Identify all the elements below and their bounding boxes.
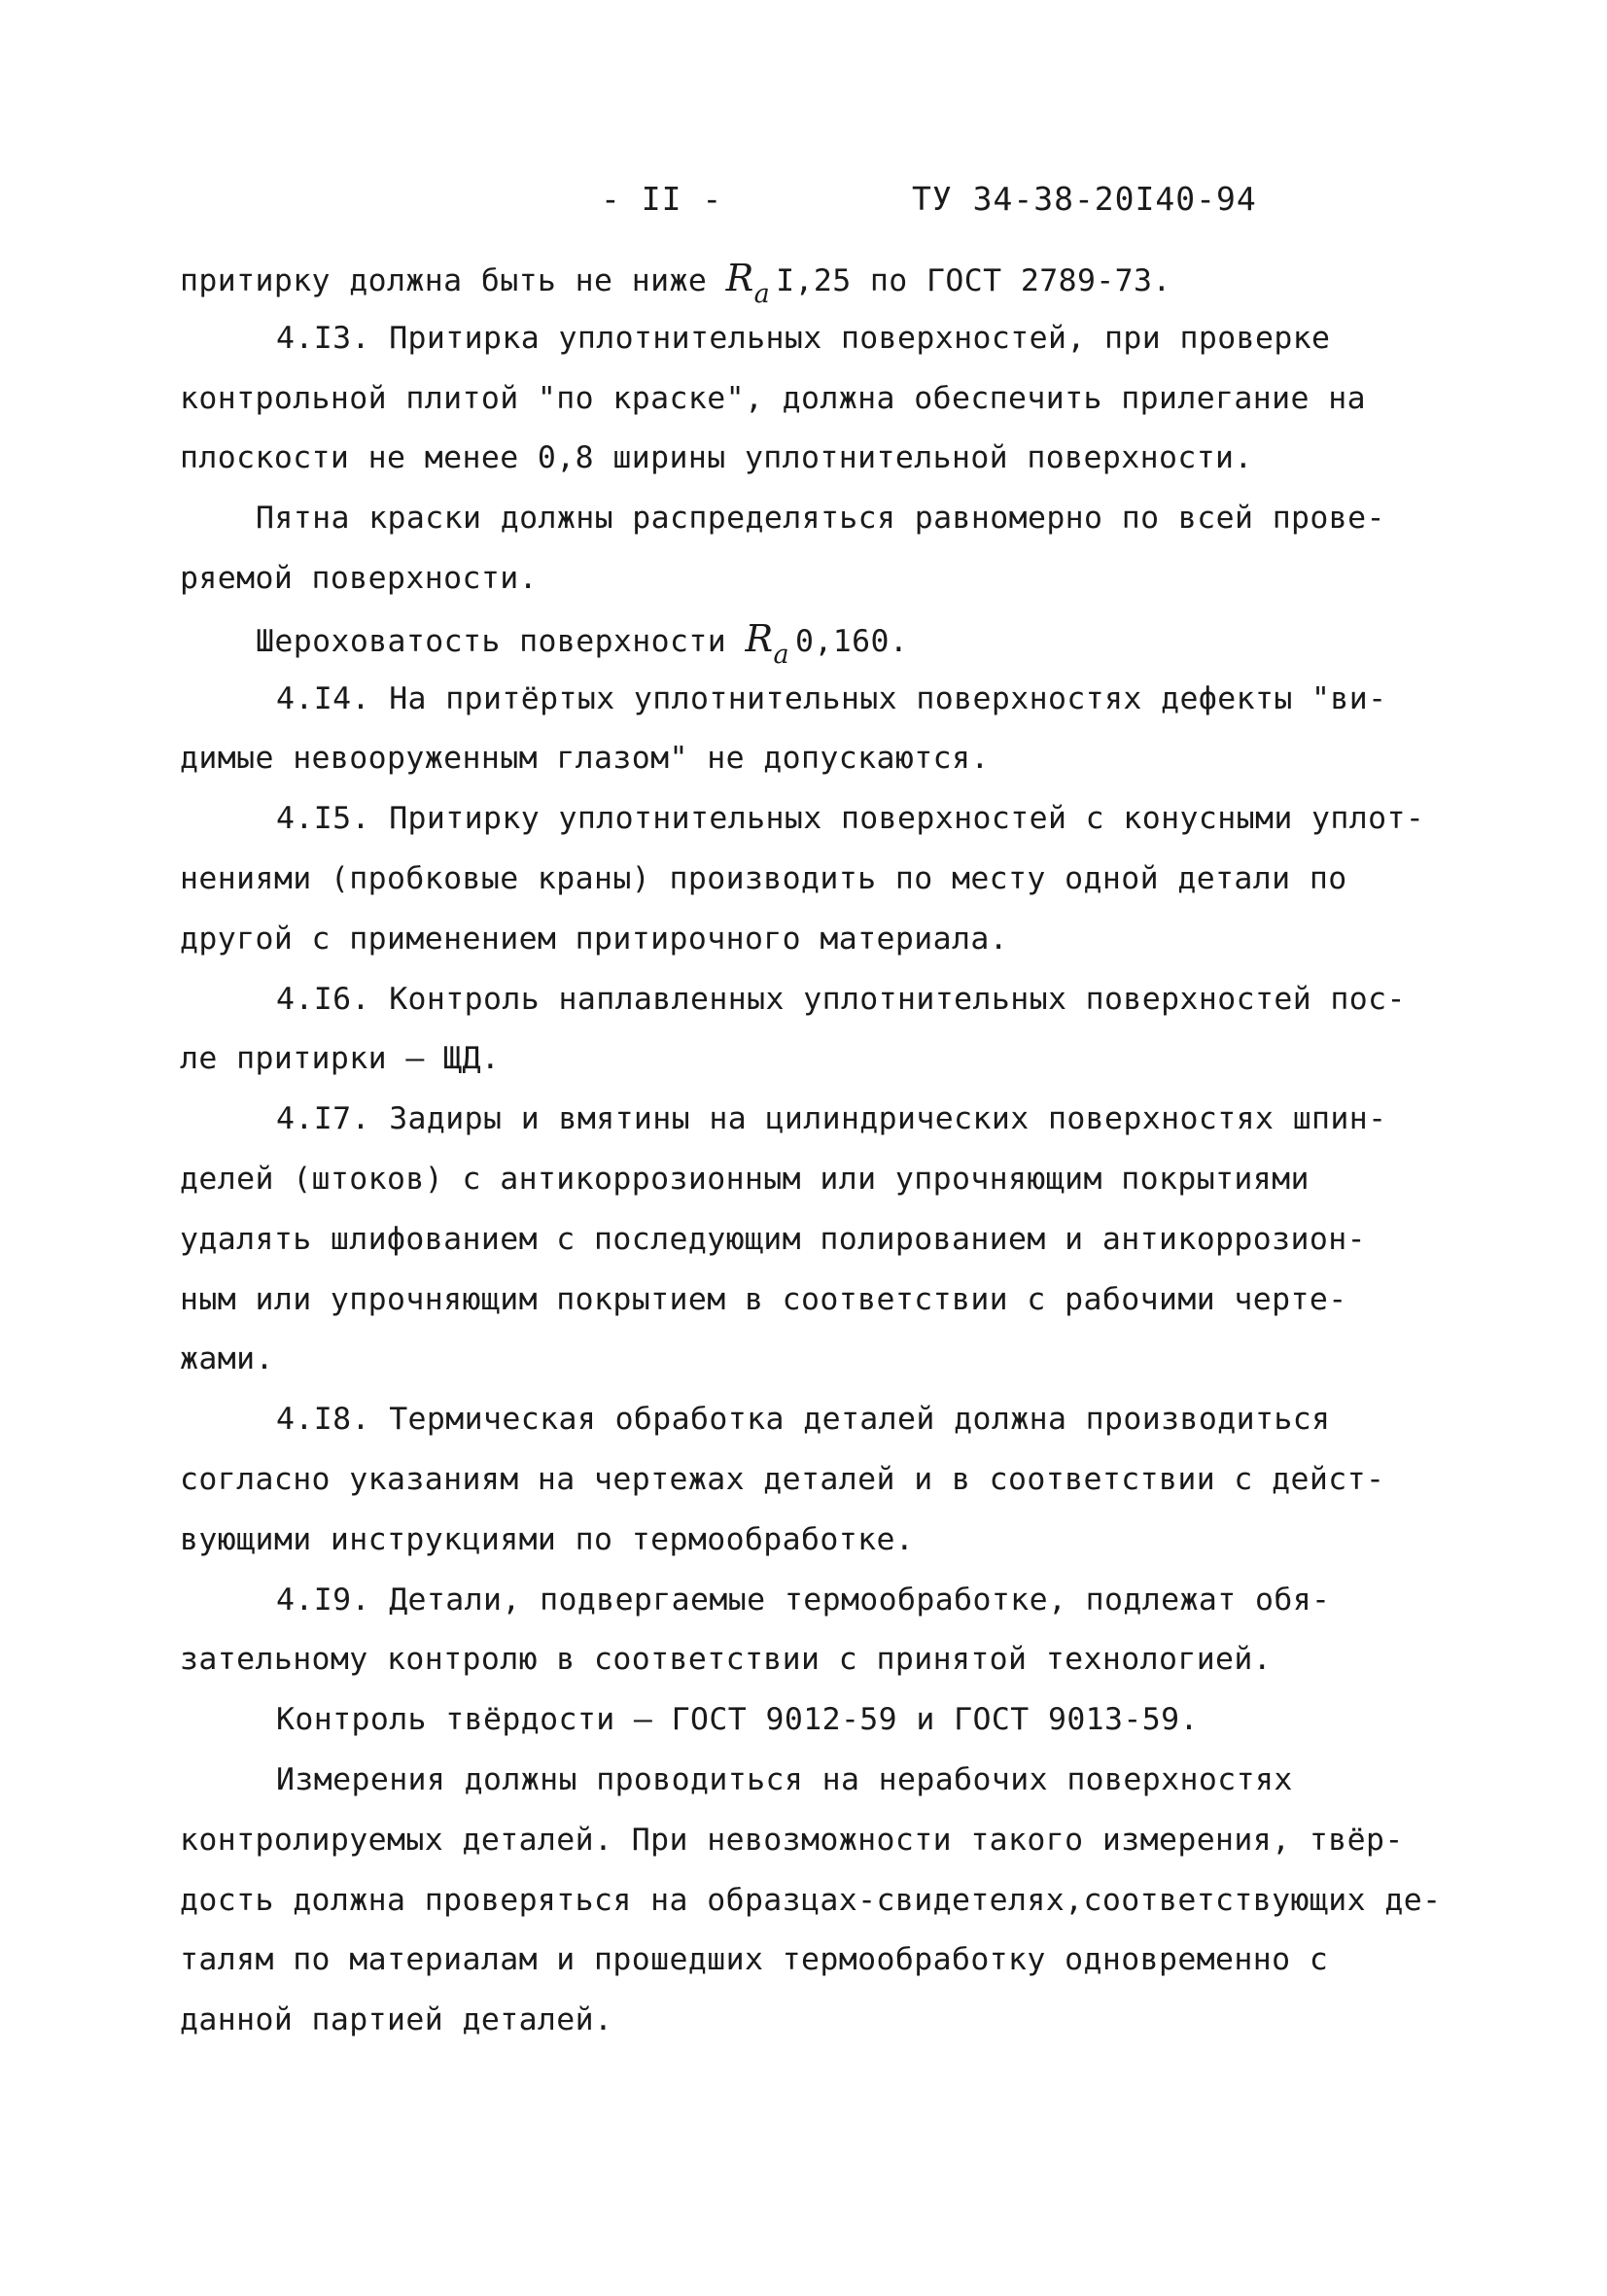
text-segment: притирку должна быть не ниже [180,263,708,298]
paragraph-4-16-line: 4.I6. Контроль наплавленных уплотнительных поверхностей пос- [276,981,1406,1017]
paragraph-4-14-line: 4.I4. На притёртых уплотнительных поверхностях дефекты "ви- [276,680,1387,716]
paragraph-measure-line: Измерения должны проводиться на нерабочих поверхностях [276,1761,1293,1797]
paragraph-4-18-line: согласно указаниям на чертежах деталей и в соответствии с дейст- [180,1461,1385,1497]
text-segment: I,25 по ГОСТ 2789-73. [776,263,1171,298]
document-code: ТУ 34-38-20I40-94 [912,180,1257,218]
paragraph-measure-line: дость должна проверяться на образцах-свидетелях,соответствующих де- [180,1882,1442,1918]
roughness-subscript: a [753,279,771,309]
paragraph-4-17-line: 4.I7. Задиры и вмятины на цилиндрических поверхностях шпин- [276,1101,1387,1137]
paragraph-4-18-line: вующими инструкциями по термообработке. [180,1521,915,1557]
paragraph-4-17-line: удалять шлифованием с последующим полированием и антикоррозион- [180,1221,1366,1257]
roughness-symbol: R [725,257,754,299]
paragraph-4-15-line: другой с применением притирочного материала. [180,921,1009,957]
paragraph-4-16-line: ле притирки – ЩД. [180,1041,501,1077]
paragraph-measure-line: данной партией деталей. [180,2002,613,2038]
paragraph-4-19-line: зательному контролю в соответствии с принятой технологией. [180,1642,1273,1678]
roughness-subscript: a [773,639,790,670]
paragraph-spots-line: Пятна краски должны распределяться равномерно по всей прове- [256,501,1385,537]
paragraph-4-15-line: нениями (пробковые краны) производить по месту одной детали по [180,860,1347,896]
paragraph-4-14-line: димые невооруженным глазом" не допускаются. [180,741,990,777]
page-number: - II - [601,180,723,218]
paragraph-4-17-line: делей (штоков) с антикоррозионным или упрочняющим покрытиями [180,1161,1310,1197]
paragraph-4-17-line: ным или упрочняющим покрытием в соответствии с рабочими черте- [180,1281,1347,1317]
paragraph-spots-line: ряемой поверхности. [180,560,538,596]
paragraph-4-18-line: 4.I8. Термическая обработка деталей должна производиться [276,1402,1331,1438]
paragraph-4-15-line: 4.I5. Притирку уплотнительных поверхностей с конусными уплот- [276,801,1425,837]
roughness-line [180,609,1473,670]
paragraph-4-13-line: контрольной плитой "по краске", должна обеспечить прилегание на [180,380,1366,416]
text-line [180,249,1473,309]
document-body [180,249,1473,2051]
paragraph-4-13-line: плоскости не менее 0,8 ширины уплотнительной поверхности. [180,440,1253,476]
page-header [0,180,1607,228]
text-segment: 0,160. [795,623,909,659]
paragraph-measure-line: контролируемых деталей. При невозможности такого измерения, твёр- [180,1822,1404,1858]
paragraph-4-19-line: 4.I9. Детали, подвергаемые термообработке, подлежат обя- [276,1582,1331,1618]
paragraph-4-17-line: жами. [180,1341,274,1377]
paragraph-4-13-line: 4.I3. Притирка уплотнительных поверхностей, при проверке [276,320,1331,356]
hardness-control-line: Контроль твёрдости – ГОСТ 9012-59 и ГОСТ 9013-59. [276,1702,1199,1738]
roughness-symbol: R [745,616,774,660]
text-segment: Шероховатость поверхности [256,623,727,659]
paragraph-measure-line: талям по материалам и прошедших термообработку одновременно с [180,1942,1329,1978]
